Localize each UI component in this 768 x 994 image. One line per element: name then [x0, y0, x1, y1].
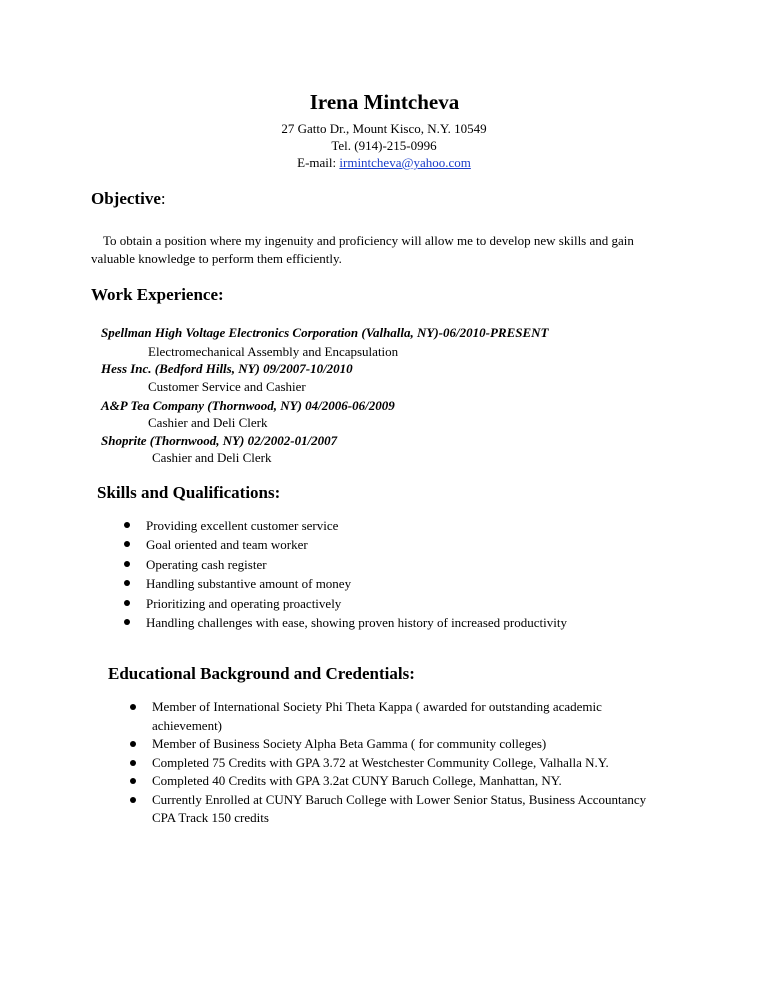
email-line: [150, 155, 618, 171]
education-list: [152, 698, 646, 828]
bullet-icon: [130, 704, 136, 710]
list-item: Member of International Society Phi Theta Kappa ( awarded for outstanding academic achievement): [152, 698, 646, 735]
bullet-icon: [130, 778, 136, 784]
bullet-icon: [130, 760, 136, 766]
list-item: Goal oriented and team worker: [146, 535, 567, 554]
bullet-icon: [130, 741, 136, 747]
objective-text-line-1: To obtain a position where my ingenuity and proficiency will allow me to develop new skills and gain: [103, 233, 634, 248]
bullet-icon: [124, 580, 130, 586]
candidate-name: Irena Mintcheva: [309, 90, 460, 114]
job-role: Customer Service and Cashier: [148, 379, 306, 394]
bullet-icon: [124, 541, 130, 547]
list-item: Member of Business Society Alpha Beta Gamma ( for community colleges): [152, 735, 646, 754]
job-employer: Hess Inc. (Bedford Hills, NY) 09/2007-10/2010: [101, 361, 353, 376]
list-item: Handling substantive amount of money: [146, 574, 567, 593]
address-line: 27 Gatto Dr., Mount Kisco, N.Y. 10549: [281, 121, 487, 136]
skills-heading: Skills and Qualifications:: [97, 483, 281, 502]
skills-list: [146, 516, 567, 632]
bullet-icon: [124, 619, 130, 625]
list-item: Operating cash register: [146, 555, 567, 574]
job-role: Electromechanical Assembly and Encapsulation: [148, 344, 399, 359]
list-item: Handling challenges with ease, showing proven history of increased productivity: [146, 613, 567, 632]
list-item: Currently Enrolled at CUNY Baruch College with Lower Senior Status, Business Accountancy CPA Track 150 credits: [152, 791, 646, 828]
job-employer: Shoprite (Thornwood, NY) 02/2002-01/2007: [101, 433, 338, 448]
list-item: Providing excellent customer service: [146, 516, 567, 535]
job-role: Cashier and Deli Clerk: [148, 415, 268, 430]
list-item: Prioritizing and operating proactively: [146, 594, 567, 613]
email-label: E-mail:: [297, 155, 337, 170]
objective-text-line-2: valuable knowledge to perform them efficiently.: [91, 251, 342, 266]
work-experience-heading: Work Experience:: [91, 285, 224, 304]
email-link[interactable]: irmintcheva@yahoo.com: [339, 155, 471, 170]
bullet-icon: [130, 797, 136, 803]
list-item: Completed 40 Credits with GPA 3.2at CUNY Baruch College, Manhattan, NY.: [152, 772, 646, 791]
bullet-icon: [124, 600, 130, 606]
job-employer: A&P Tea Company (Thornwood, NY) 04/2006-06/2009: [101, 398, 395, 413]
job-role: Cashier and Deli Clerk: [152, 450, 272, 465]
education-heading: Educational Background and Credentials:: [108, 664, 415, 683]
bullet-icon: [124, 561, 130, 567]
objective-heading: Objective:: [91, 189, 166, 208]
job-employer: Spellman High Voltage Electronics Corporation (Valhalla, NY)-06/2010-PRESENT: [101, 325, 549, 340]
list-item: Completed 75 Credits with GPA 3.72 at Westchester Community College, Valhalla N.Y.: [152, 754, 646, 773]
phone-line: Tel. (914)-215-0996: [331, 138, 437, 153]
bullet-icon: [124, 522, 130, 528]
